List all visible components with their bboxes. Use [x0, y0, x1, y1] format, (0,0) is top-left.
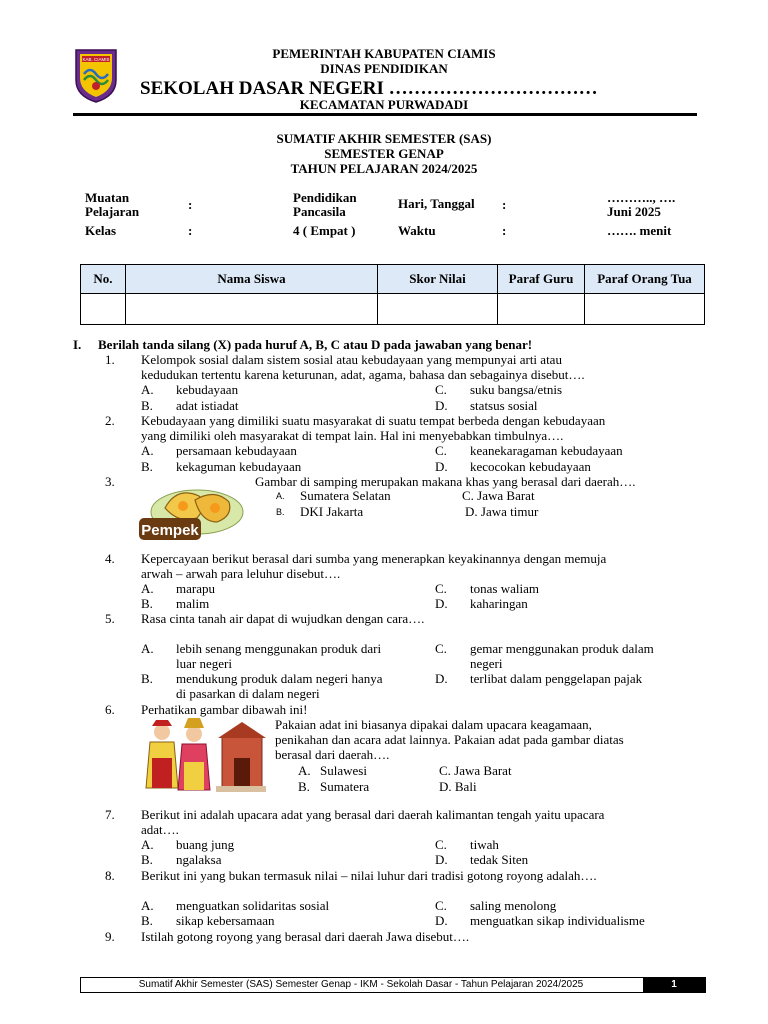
q5-line1: Rasa cinta tanah air dapat di wujudkan dengan cara….: [141, 611, 425, 626]
q7-option-b[interactable]: ngalaksa: [176, 852, 222, 867]
day-label: Hari, Tanggal: [398, 196, 475, 211]
q7-option-d[interactable]: tedak Siten: [470, 852, 529, 867]
q6-paragraph-line3: berasal dari daerah….: [275, 747, 390, 762]
q7-option-c[interactable]: tiwah: [470, 837, 499, 852]
col-score: Skor Nilai: [378, 265, 498, 294]
q1-number: 1.: [105, 352, 115, 367]
q8-letter-c[interactable]: C.: [435, 898, 447, 913]
q3-number: 3.: [105, 474, 115, 489]
cell-parent-sign[interactable]: [585, 294, 705, 325]
school-logo: [72, 44, 120, 104]
score-table-header: [81, 265, 705, 294]
q2-letter-b[interactable]: B.: [141, 459, 153, 474]
header-government: PEMERINTAH KABUPATEN CIAMIS: [272, 46, 496, 61]
q5-number: 5.: [105, 611, 115, 626]
q1-line2: kedudukan tertentu karena keturunan, adat, agama, bahasa dan sebagainya disebut….: [141, 367, 585, 382]
header-divider: [73, 113, 697, 116]
q1-letter-a[interactable]: A.: [141, 382, 154, 397]
svg-text:KAB. CIAMIS: KAB. CIAMIS: [82, 57, 110, 62]
q3-option-b[interactable]: DKI Jakarta: [300, 504, 364, 519]
q7-line1: Berikut ini adalah upacara adat yang berasal dari daerah kalimantan tengah yaitu upacara: [141, 807, 605, 822]
q6-line1: Perhatikan gambar dibawah ini!: [141, 702, 308, 717]
q2-number: 2.: [105, 413, 115, 428]
section-instruction: Berilah tanda silang (X) pada huruf A, B, C atau D pada jawaban yang benar!: [98, 337, 533, 352]
q6-letter-b[interactable]: B.: [298, 779, 310, 794]
section-number: I.: [73, 337, 82, 352]
page-number: 1: [643, 978, 705, 992]
score-table: [80, 264, 705, 325]
footer-text: Sumatif Akhir Semester (SAS) Semester Genap - IKM - Sekolah Dasar - Tahun Pelajaran 2024/2025: [138, 979, 584, 990]
q8-letter-d[interactable]: D.: [435, 913, 448, 928]
q1-letter-d[interactable]: D.: [435, 398, 448, 413]
q3-option-a[interactable]: Sumatera Selatan: [300, 488, 391, 503]
col-parent-sign: Paraf Orang Tua: [585, 265, 705, 294]
q4-letter-d[interactable]: D.: [435, 596, 448, 611]
q3-letter-a[interactable]: A.: [276, 491, 285, 501]
cell-teacher-sign[interactable]: [498, 294, 585, 325]
q4-option-a[interactable]: marapu: [176, 581, 215, 596]
q4-letter-b[interactable]: B.: [141, 596, 153, 611]
score-table-row: [81, 294, 705, 325]
q6-paragraph-line1: Pakaian adat ini biasanya dipakai dalam upacara keagamaan,: [275, 717, 592, 732]
q6-paragraph-line2: penikahan dan acara adat lainnya. Pakaian adat pada gambar diatas: [275, 732, 624, 747]
exam-year: TAHUN PELAJARAN 2024/2025: [290, 161, 478, 176]
q1-option-c[interactable]: suku bangsa/etnis: [470, 382, 563, 397]
subject-colon: :: [188, 197, 193, 212]
q8-line1: Berikut ini yang bukan termasuk nilai – nilai luhur dari tradisi gotong royong adalah….: [141, 868, 597, 883]
col-student-name: Nama Siswa: [126, 265, 378, 294]
q5-option-c-line2[interactable]: negeri: [470, 656, 503, 671]
class-colon: :: [188, 223, 193, 238]
page-footer: [80, 977, 706, 993]
q6-number: 6.: [105, 702, 115, 717]
header-department: DINAS PENDIDIKAN: [320, 61, 448, 76]
q9-number: 9.: [105, 929, 115, 944]
q7-number: 7.: [105, 807, 115, 822]
q2-letter-c[interactable]: C.: [435, 443, 447, 458]
class-value: 4 ( Empat ): [293, 223, 356, 238]
q7-letter-c[interactable]: C.: [435, 837, 447, 852]
class-label: Kelas: [85, 223, 117, 238]
cell-no[interactable]: [81, 294, 126, 325]
q2-letter-a[interactable]: A.: [141, 443, 154, 458]
q5-option-d[interactable]: terlibat dalam penggelapan pajak: [470, 671, 643, 686]
q4-line2: arwah – arwah para leluhur disebut….: [141, 566, 341, 581]
q2-option-c[interactable]: keanekaragaman kebudayaan: [470, 443, 623, 458]
q1-line1: Kelompok sosial dalam sistem sosial atau kebudayaan yang mempunyai arti atau: [141, 352, 562, 367]
q4-letter-c[interactable]: C.: [435, 581, 447, 596]
q5-letter-b[interactable]: B.: [141, 671, 153, 686]
subject-label: Muatan Pelajaran: [85, 190, 140, 219]
q5-option-a-line1[interactable]: lebih senang menggunakan produk dari: [176, 641, 382, 656]
q2-line2: yang dimiliki oleh masyarakat di tempat lain. Hal ini menyebabkan timbulnya….: [141, 428, 564, 443]
svg-text:Pempek: Pempek: [141, 522, 199, 539]
q8-letter-b[interactable]: B.: [141, 913, 153, 928]
q7-letter-d[interactable]: D.: [435, 852, 448, 867]
q5-option-b-line1[interactable]: mendukung produk dalam negeri hanya: [176, 671, 383, 686]
col-teacher-sign: Paraf Guru: [498, 265, 585, 294]
q1-option-d[interactable]: statsus sosial: [470, 398, 538, 413]
q3-line1: Gambar di samping merupakan makana khas yang berasal dari daerah….: [255, 474, 636, 489]
q2-line1: Kebudayaan yang dimiliki suatu masyarakat di suatu tempat berbeda dengan kebudayaan: [141, 413, 606, 428]
header-school-name: SEKOLAH DASAR NEGERI ……………………………: [140, 78, 598, 99]
q5-letter-a[interactable]: A.: [141, 641, 154, 656]
q5-option-a-line2[interactable]: luar negeri: [176, 656, 232, 671]
q8-letter-a[interactable]: A.: [141, 898, 154, 913]
q1-option-a[interactable]: kebudayaan: [176, 382, 239, 397]
q1-letter-b[interactable]: B.: [141, 398, 153, 413]
pempek-image: [137, 478, 247, 544]
q8-option-d[interactable]: menguatkan sikap individualisme: [470, 913, 645, 928]
q4-option-c[interactable]: tonas waliam: [470, 581, 539, 596]
q2-option-d[interactable]: kecocokan kebudayaan: [470, 459, 591, 474]
q5-option-b-line2[interactable]: di pasarkan di dalam negeri: [176, 686, 320, 701]
q5-letter-d[interactable]: D.: [435, 671, 448, 686]
q4-number: 4.: [105, 551, 115, 566]
q8-option-b[interactable]: sikap kebersamaan: [176, 913, 275, 928]
q4-option-b[interactable]: malim: [176, 596, 210, 611]
q3-option-c[interactable]: C. Jawa Barat: [462, 488, 535, 503]
exam-title: SUMATIF AKHIR SEMESTER (SAS): [276, 131, 492, 146]
q8-option-c[interactable]: saling menolong: [470, 898, 557, 913]
q4-option-d[interactable]: kaharingan: [470, 596, 528, 611]
q2-letter-d[interactable]: D.: [435, 459, 448, 474]
q5-letter-c[interactable]: C.: [435, 641, 447, 656]
q7-letter-a[interactable]: A.: [141, 837, 154, 852]
cell-student-name[interactable]: [126, 294, 378, 325]
q6-option-d[interactable]: D. Bali: [439, 779, 477, 794]
day-value-1: ……….., ….: [607, 190, 676, 205]
q3-letter-b[interactable]: B.: [276, 507, 285, 517]
day-value-2: Juni 2025: [607, 204, 661, 219]
time-colon: :: [502, 223, 507, 238]
q9-line1: Istilah gotong royong yang berasal dari daerah Jawa disebut….: [141, 929, 470, 944]
q4-letter-a[interactable]: A.: [141, 581, 154, 596]
q7-option-a[interactable]: buang jung: [176, 837, 235, 852]
q4-line1: Kepercayaan berikut berasal dari sumba yang menerapkan keyakinannya dengan memuja: [141, 551, 607, 566]
time-label: Waktu: [398, 223, 436, 238]
q8-number: 8.: [105, 868, 115, 883]
q6-option-a[interactable]: Sulawesi: [320, 763, 367, 778]
q8-option-a[interactable]: menguatkan solidaritas sosial: [176, 898, 330, 913]
q6-option-c[interactable]: C. Jawa Barat: [439, 763, 512, 778]
q7-letter-b[interactable]: B.: [141, 852, 153, 867]
subject-value: Pendidikan Pancasila: [293, 190, 357, 219]
exam-semester: SEMESTER GENAP: [324, 146, 444, 161]
q6-option-b[interactable]: Sumatera: [320, 779, 370, 794]
bali-costume-image: [138, 718, 268, 796]
col-no: No.: [81, 265, 126, 294]
day-colon: :: [502, 197, 507, 212]
q1-letter-c[interactable]: C.: [435, 382, 447, 397]
q3-option-d[interactable]: D. Jawa timur: [465, 504, 539, 519]
q7-line2: adat….: [141, 822, 179, 837]
q2-option-b[interactable]: kekaguman kebudayaan: [176, 459, 302, 474]
q2-option-a[interactable]: persamaan kebudayaan: [176, 443, 297, 458]
q6-letter-a[interactable]: A.: [298, 763, 311, 778]
q5-option-c-line1[interactable]: gemar menggunakan produk dalam: [470, 641, 654, 656]
cell-score[interactable]: [378, 294, 498, 325]
time-value: ……. menit: [607, 223, 672, 238]
header-district: KECAMATAN PURWADADI: [299, 97, 469, 112]
q1-option-b[interactable]: adat istiadat: [176, 398, 239, 413]
